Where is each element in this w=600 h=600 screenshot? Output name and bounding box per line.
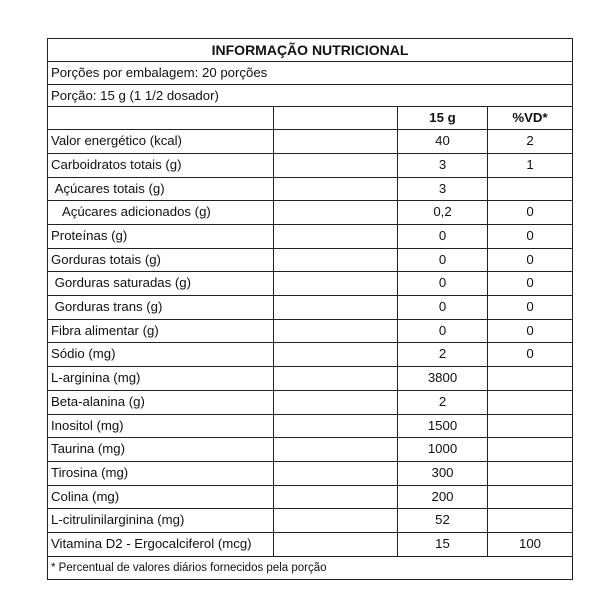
nutrient-name: Taurina (mg) <box>48 438 274 462</box>
nutrient-spacer <box>274 438 398 462</box>
nutrient-daily-value <box>488 414 573 438</box>
nutrient-name: Gorduras saturadas (g) <box>48 272 274 296</box>
nutrient-spacer <box>274 272 398 296</box>
nutrient-row <box>48 461 573 485</box>
nutrient-name: Gorduras totais (g) <box>48 248 274 272</box>
nutrient-name: Gorduras trans (g) <box>48 296 274 320</box>
nutrient-row <box>48 367 573 391</box>
nutrient-row <box>48 438 573 462</box>
header-blank-1 <box>48 107 274 130</box>
nutrient-daily-value: 0 <box>488 296 573 320</box>
nutrient-amount: 3 <box>398 177 488 201</box>
nutrient-daily-value: 0 <box>488 272 573 296</box>
header-daily-value: %VD* <box>488 107 573 130</box>
nutrient-row <box>48 201 573 225</box>
nutrient-row <box>48 272 573 296</box>
header-blank-2 <box>274 107 398 130</box>
nutrient-name: Sódio (mg) <box>48 343 274 367</box>
nutrient-daily-value <box>488 177 573 201</box>
nutrient-amount: 2 <box>398 390 488 414</box>
nutrient-row <box>48 343 573 367</box>
serving-size: Porção: 15 g (1 1/2 dosador) <box>48 84 573 107</box>
servings-per-package: Porções por embalagem: 20 porções <box>48 62 573 85</box>
nutrient-spacer <box>274 201 398 225</box>
nutrient-amount: 40 <box>398 130 488 154</box>
nutrient-amount: 300 <box>398 461 488 485</box>
nutrient-spacer <box>274 414 398 438</box>
nutrient-daily-value: 0 <box>488 319 573 343</box>
nutrient-amount: 0,2 <box>398 201 488 225</box>
nutrient-row <box>48 390 573 414</box>
nutrient-spacer <box>274 367 398 391</box>
nutrient-spacer <box>274 390 398 414</box>
nutrient-name: Vitamina D2 - Ergocalciferol (mcg) <box>48 533 274 557</box>
nutrient-amount: 0 <box>398 272 488 296</box>
header-amount: 15 g <box>398 107 488 130</box>
nutrient-spacer <box>274 533 398 557</box>
nutrient-daily-value: 0 <box>488 248 573 272</box>
nutrient-daily-value <box>488 438 573 462</box>
nutrient-daily-value: 0 <box>488 343 573 367</box>
nutrient-row <box>48 248 573 272</box>
nutrient-row <box>48 130 573 154</box>
nutrient-amount: 1500 <box>398 414 488 438</box>
nutrient-amount: 1000 <box>398 438 488 462</box>
nutrient-amount: 3 <box>398 153 488 177</box>
nutrient-daily-value <box>488 509 573 533</box>
nutrient-spacer <box>274 248 398 272</box>
nutrient-name: L-citrulinilarginina (mg) <box>48 509 274 533</box>
nutrient-row <box>48 296 573 320</box>
nutrient-spacer <box>274 461 398 485</box>
nutrient-daily-value: 0 <box>488 201 573 225</box>
nutrient-row <box>48 224 573 248</box>
nutrient-name: Beta-alanina (g) <box>48 390 274 414</box>
nutrient-daily-value: 0 <box>488 224 573 248</box>
nutrient-daily-value <box>488 461 573 485</box>
nutrient-amount: 0 <box>398 224 488 248</box>
nutrient-name: Proteínas (g) <box>48 224 274 248</box>
nutrient-spacer <box>274 319 398 343</box>
nutrient-amount: 15 <box>398 533 488 557</box>
nutrient-row <box>48 485 573 509</box>
nutrient-daily-value <box>488 367 573 391</box>
nutrient-row <box>48 153 573 177</box>
nutrient-name: Inositol (mg) <box>48 414 274 438</box>
label-title: INFORMAÇÃO NUTRICIONAL <box>48 39 573 62</box>
nutrient-row <box>48 319 573 343</box>
nutrient-row <box>48 177 573 201</box>
nutrient-amount: 0 <box>398 296 488 320</box>
nutrient-daily-value: 100 <box>488 533 573 557</box>
nutrient-spacer <box>274 485 398 509</box>
nutrient-name: Valor energético (kcal) <box>48 130 274 154</box>
nutrient-name: Fibra alimentar (g) <box>48 319 274 343</box>
nutrition-table <box>47 38 573 580</box>
nutrient-daily-value: 1 <box>488 153 573 177</box>
nutrient-amount: 200 <box>398 485 488 509</box>
nutrient-amount: 2 <box>398 343 488 367</box>
nutrient-name: L-arginina (mg) <box>48 367 274 391</box>
nutrient-spacer <box>274 509 398 533</box>
nutrient-row <box>48 509 573 533</box>
column-header-row <box>48 107 573 130</box>
nutrient-row <box>48 533 573 557</box>
nutrient-spacer <box>274 296 398 320</box>
nutrient-name: Tirosina (mg) <box>48 461 274 485</box>
nutrient-daily-value: 2 <box>488 130 573 154</box>
nutrient-name: Carboidratos totais (g) <box>48 153 274 177</box>
nutrient-spacer <box>274 177 398 201</box>
nutrient-spacer <box>274 130 398 154</box>
nutrient-spacer <box>274 153 398 177</box>
nutrient-daily-value <box>488 485 573 509</box>
nutrition-facts-label <box>47 38 552 580</box>
nutrient-amount: 52 <box>398 509 488 533</box>
nutrient-spacer <box>274 224 398 248</box>
nutrient-name: Colina (mg) <box>48 485 274 509</box>
nutrient-daily-value <box>488 390 573 414</box>
nutrient-amount: 3800 <box>398 367 488 391</box>
nutrient-row <box>48 414 573 438</box>
nutrient-name: Açúcares totais (g) <box>48 177 274 201</box>
footnote: * Percentual de valores diários fornecidos pela porção <box>48 556 573 579</box>
nutrient-amount: 0 <box>398 319 488 343</box>
nutrient-spacer <box>274 343 398 367</box>
nutrient-name: Açúcares adicionados (g) <box>48 201 274 225</box>
nutrient-amount: 0 <box>398 248 488 272</box>
